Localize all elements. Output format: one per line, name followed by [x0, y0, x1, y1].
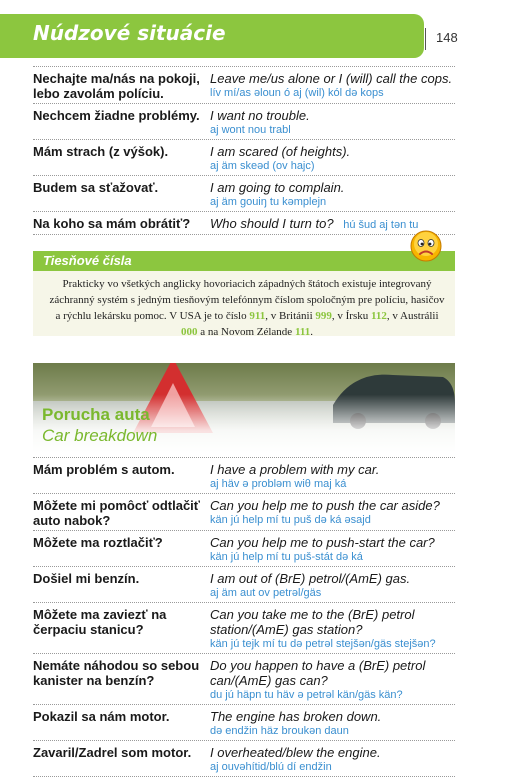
phrase-english-cell	[210, 496, 455, 528]
phrase-row	[33, 740, 455, 777]
phrase-slovak: Pokazil sa nám motor.	[33, 709, 170, 724]
phrase-english: I want no trouble.	[210, 108, 310, 123]
phrase-pronunciation: kän jú help mí tu puš də ká əsajd	[210, 514, 371, 526]
phrase-english-cell	[210, 533, 455, 564]
phrase-english: Leave me/us alone or I (will) call the cops.	[210, 71, 453, 86]
phrase-english-cell	[210, 460, 455, 491]
phrase-slovak: Nechcem žiadne problémy.	[33, 108, 200, 123]
phrase-english: I am scared (of heights).	[210, 144, 351, 159]
emergency-text: , v Austrálii	[386, 310, 439, 322]
phrase-slovak: Budem sa sťažovať.	[33, 180, 159, 195]
phrase-english: I am out of (BrE) petrol/(AmE) gas.	[210, 571, 411, 586]
phrase-english: Who should I turn to?	[210, 216, 334, 231]
phrase-english: The engine has broken down.	[210, 709, 382, 724]
phrase-pronunciation: aj wont nou trabl	[210, 124, 291, 136]
section-title: Porucha auta	[42, 405, 150, 424]
chapter-title: Núdzové situácie	[33, 21, 226, 45]
phrase-pronunciation: kän jú help mí tu puš-stát də ká	[210, 551, 363, 563]
emergency-number-ie: 112	[370, 310, 387, 322]
phrase-english: I overheated/blew the engine.	[210, 745, 381, 760]
emergency-number-nz: 111	[294, 326, 311, 338]
phrase-english: Can you take me to the (BrE) petrol station/(AmE) gas station?	[210, 607, 415, 637]
phrase-pronunciation: də endžin häz broukən daun	[210, 725, 349, 737]
emergency-box-title: Tiesňové čísla	[43, 253, 132, 268]
phrase-english-cell	[210, 605, 455, 651]
phrase-slovak: Mám strach (z výšok).	[33, 144, 169, 159]
section-subtitle: Car breakdown	[42, 426, 158, 445]
phrase-row	[33, 175, 455, 211]
phrase-pronunciation: hú šud aj tən tu	[343, 219, 419, 231]
phrase-english-cell	[210, 707, 455, 738]
phrase-row	[33, 530, 455, 566]
phrase-english: I am going to complain.	[210, 180, 345, 195]
worried-face-icon	[410, 230, 442, 262]
emergency-numbers-box	[33, 251, 455, 336]
phrase-english-cell	[210, 569, 455, 600]
phrase-slovak: Mám problém s autom.	[33, 462, 175, 477]
phrase-english-cell	[210, 178, 455, 209]
car-phrase-table	[33, 457, 455, 777]
phrase-row	[33, 457, 455, 493]
phrase-english: Do you happen to have a (BrE) petrol can/(AmE) gas can?	[210, 658, 426, 688]
emergency-text: .	[310, 326, 313, 338]
phrase-slovak: Nemáte náhodou so sebou kanister na benzín?	[33, 658, 200, 688]
phrase-english: I have a problem with my car.	[210, 462, 380, 477]
emergency-text: Prakticky vo všetkých anglicky hovoriacich západných štátoch existuje integrovaný záchranný systém s jedným tiesňovým telefónnym číslom spoločným pre políciu, hasičov a rýchlu lekársku pomoc. V USA je to číslo	[49, 278, 445, 322]
phrase-english-cell	[210, 656, 455, 702]
chapter-header	[0, 14, 424, 58]
phrase-row	[33, 653, 455, 704]
phrase-row	[33, 103, 455, 139]
phrase-pronunciation: kän jú tejk mí tu də petrəl stejšən/gäs stejšən?	[210, 638, 436, 650]
phrase-slovak: Môžete ma zaviezť na čerpaciu stanicu?	[33, 607, 167, 637]
phrase-english: Can you help me to push the car aside?	[210, 498, 440, 513]
emergency-text: , v Británii	[265, 310, 313, 322]
phrase-pronunciation: aj häv ə probləm wiθ maj ká	[210, 478, 347, 490]
phrase-english: Can you help me to push-start the car?	[210, 535, 435, 550]
emergency-number-usa: 911	[249, 310, 266, 322]
phrase-slovak: Môžete mi pomôcť odtlačiť auto nabok?	[33, 498, 201, 528]
emergency-text: a na Novom Zélande	[200, 326, 293, 338]
emergency-number-uk: 999	[315, 310, 332, 322]
emergency-box-text	[47, 276, 447, 340]
page-number: 148	[436, 30, 458, 45]
phrase-english-cell	[210, 106, 455, 137]
phrase-english-cell	[210, 69, 455, 101]
phrase-row	[33, 704, 455, 740]
phrase-slovak: Nechajte ma/nás na pokoji, lebo zavolám políciu.	[33, 71, 200, 101]
phrase-slovak: Došiel mi benzín.	[33, 571, 140, 586]
phrase-pronunciation: aj äm skeəd (ov hajc)	[210, 160, 315, 172]
emergency-number-au: 000	[181, 326, 198, 338]
phrase-row	[33, 139, 455, 175]
phrase-pronunciation: aj äm gouiŋ tu kəmplejn	[210, 196, 327, 208]
phrase-row	[33, 66, 455, 103]
phrase-pronunciation: du jú häpn tu häv ə petrəl kän/gäs kän?	[210, 689, 403, 701]
phrase-table	[33, 66, 455, 235]
emergency-text: , v Írsku	[331, 310, 369, 322]
phrase-slovak: Zavaril/Zadrel som motor.	[33, 745, 192, 760]
phrase-english-cell	[210, 743, 455, 774]
phrase-slovak: Na koho sa mám obrátiť?	[33, 216, 191, 231]
phrase-row	[33, 493, 455, 530]
phrase-english-cell	[210, 142, 455, 173]
page-separator	[425, 28, 426, 50]
phrase-slovak: Môžete ma roztlačiť?	[33, 535, 163, 550]
phrase-pronunciation: aj äm aut ov petrəl/gäs	[210, 587, 322, 599]
phrase-row	[33, 602, 455, 653]
phrase-pronunciation: aj ouvəhítid/blú dí endžin	[210, 761, 332, 773]
phrase-row	[33, 566, 455, 602]
phrase-pronunciation: lív mí/as əloun ó aj (wil) kól də kops	[210, 87, 384, 99]
phrase-row	[33, 211, 455, 235]
